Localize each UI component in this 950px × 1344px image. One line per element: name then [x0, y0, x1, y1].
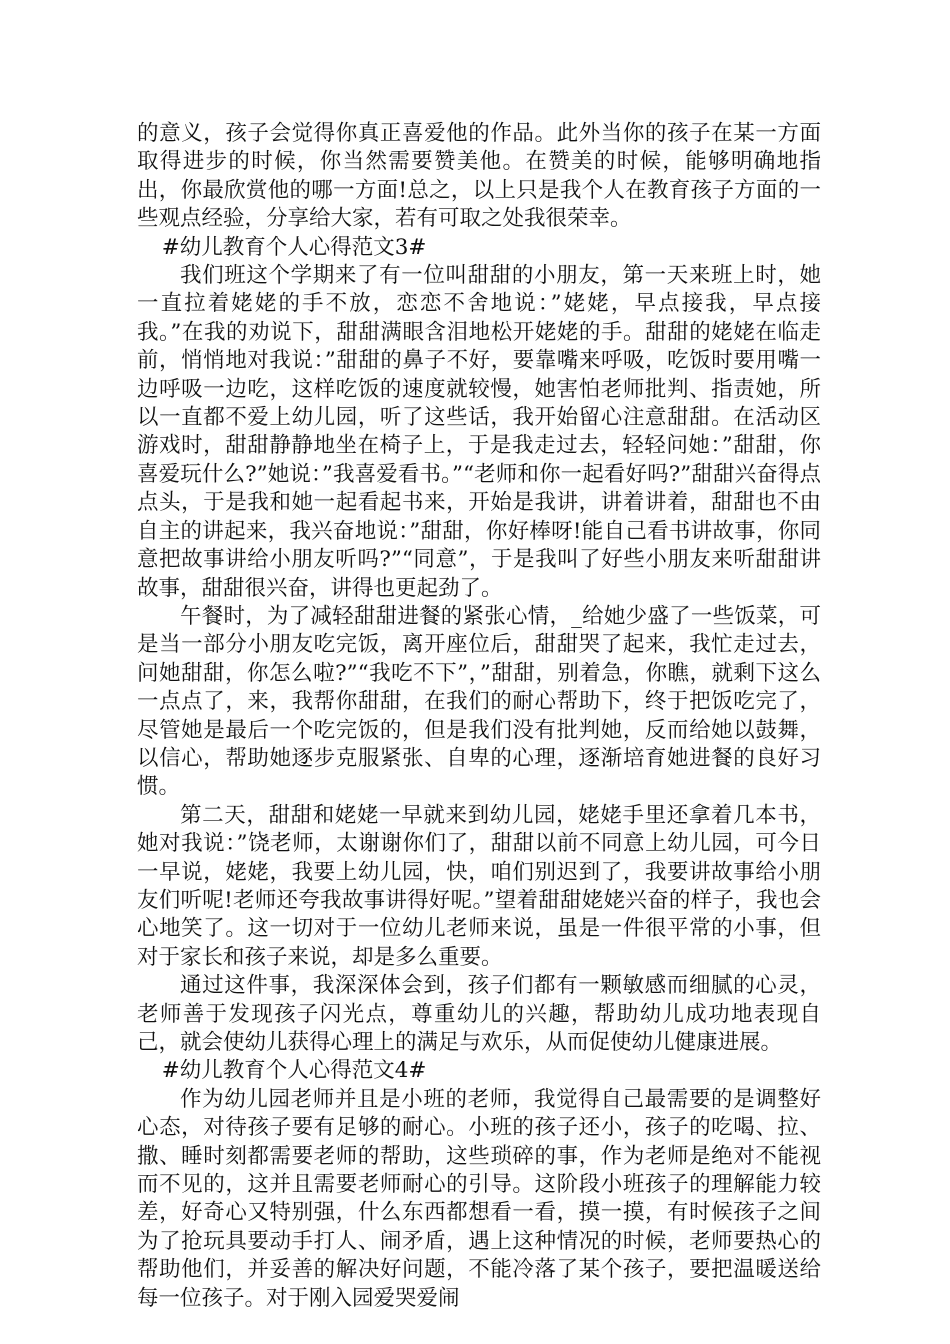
- paragraph-tiantian-arrival: 我们班这个学期来了有一位叫甜甜的小朋友，第一天来班上时，她一直拉着姥姥的手不放，恋恋不舍地说：”姥姥，早点接我，早点接我。”在我的劝说下，甜甜满眼含泪地松开姥姥的手。甜甜的姥姥在临走前，悄悄地对我说：”甜甜的鼻子不好，要靠嘴来呼吸，吃饭时要用嘴一边呼吸一边吃，这样吃饭的速度就较慢，她害怕老师批判、指责她，所以一直都不爱上幼儿园，听了这些话，我开始留心注意甜甜。在活动区游戏时，甜甜静静地坐在椅子上，于是我走过去，轻轻问她：”甜甜，你喜爱玩什么?”她说：”我喜爱看书。”“老师和你一起看好吗?”甜甜兴奋得点点头，于是我和她一起看起书来，开始是我讲，讲着讲着，甜甜也不由自主的讲起来，我兴奋地说：”甜甜，你好棒呀!能自己看书讲故事，你同意把故事讲给小朋友听吗?”“同意”，于是我叫了好些小朋友来听甜甜讲故事，甜甜很兴奋，讲得也更起劲了。: [137, 263, 821, 601]
- paragraph-small-class: 作为幼儿园老师并且是小班的老师，我觉得自己最需要的是调整好心态，对待孩子要有足够的耐心。小班的孩子还小，孩子的吃喝、拉、撒、睡时刻都需要老师的帮助，这些琐碎的事，作为老师是绝对不能视而不见的，这并且需要老师耐心的引导。这阶段小班孩子的理解能力较差，好奇心又特别强，什么东西都想看一看，摸一摸，有时候孩子之间为了抢玩具要动手打人、闹矛盾，遇上这种情况的时候，老师要热心的帮助他们，并妥善的解决好问题，不能冷落了某个孩子，要把温暖送给每一位孩子。对于刚入园爱哭爱闹: [137, 1086, 821, 1311]
- section-heading-3: #幼儿教育个人心得范文3#: [161, 234, 427, 260]
- paragraph-lunch: 午餐时，为了减轻甜甜进餐的紧张心情，_给她少盛了一些饭菜，可是当一部分小朋友吃完饭，离开座位后，甜甜哭了起来，我忙走过去，问她甜甜，你怎么啦?”“我吃不下”，”甜甜，别着急，你瞧，就剩下这么一点点了，来，我帮你甜甜，在我们的耐心帮助下，终于把饭吃完了，尽管她是最后一个吃完饭的，但是我们没有批判她，反而给她以鼓舞，以信心，帮助她逐步克服紧张、自卑的心理，逐渐培育她进餐的良好习惯。: [137, 603, 821, 800]
- paragraph-reflection: 通过这件事，我深深体会到，孩子们都有一颗敏感而细腻的心灵，老师善于发现孩子闪光点，尊重幼儿的兴趣，帮助幼儿成功地表现自己，就会使幼儿获得心理上的满足与欢乐，从而促使幼儿健康进展。: [137, 973, 821, 1055]
- document-body: [137, 120, 821, 1313]
- paragraph-next-day: 第二天，甜甜和姥姥一早就来到幼儿园，姥姥手里还拿着几本书，她对我说：”饶老师，太谢谢你们了，甜甜以前不同意上幼儿园，可今日一早说，姥姥，我要上幼儿园，快，咱们别迟到了，我要讲故事给小朋友们听呢!老师还夸我故事讲得好呢。”望着甜甜姥姥兴奋的样子，我也会心地笑了。这一切对于一位幼儿老师来说，虽是一件很平常的小事，但对于家长和孩子来说，却是多么重要。: [137, 802, 821, 970]
- section-heading-4: #幼儿教育个人心得范文4#: [161, 1058, 427, 1084]
- paragraph-continued: 的意义，孩子会觉得你真正喜爱他的作品。此外当你的孩子在某一方面取得进步的时候，你当然需要赞美他。在赞美的时候，能够明确地指出，你最欣赏他的哪一方面!总之，以上只是我个人在教育孩子方面的一些观点经验，分享给大家，若有可取之处我很荣幸。: [137, 121, 821, 232]
